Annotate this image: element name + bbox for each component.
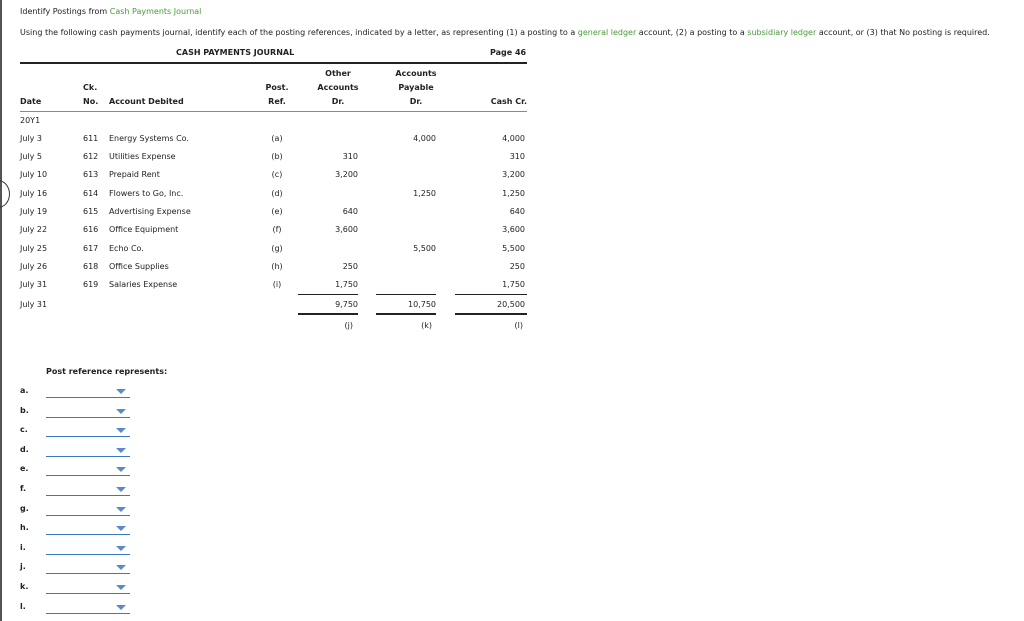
post-ref-cell: (i) xyxy=(272,280,282,289)
header-dr: Dr. xyxy=(331,97,345,106)
answer-label: a. xyxy=(20,386,29,395)
header-ck: Ck. xyxy=(83,83,98,92)
date-cell: July 19 xyxy=(20,207,48,216)
answer-dropdown-e[interactable] xyxy=(46,464,130,476)
chevron-down-icon xyxy=(116,546,126,551)
cash-cr-cell: 640 xyxy=(509,207,525,216)
answer-label: g. xyxy=(20,503,29,513)
total-date: July 31 xyxy=(20,300,48,309)
check-number-cell: 619 xyxy=(83,280,99,289)
answer-dropdown-b[interactable] xyxy=(46,406,130,418)
cash-cr-cell: 250 xyxy=(509,262,525,271)
header-other: Other xyxy=(325,69,351,78)
account-debited-cell: Echo Co. xyxy=(109,244,144,253)
answers-heading: Post reference represents: xyxy=(46,367,168,376)
header-date: Date xyxy=(20,97,42,106)
account-debited-cell: Energy Systems Co. xyxy=(109,134,189,143)
check-number-cell: 613 xyxy=(83,170,99,179)
answer-label: i. xyxy=(20,542,26,552)
answer-label: j. xyxy=(20,562,26,572)
header-dr: Dr. xyxy=(409,97,423,106)
post-ref-l: (l) xyxy=(514,321,523,330)
chevron-down-icon xyxy=(116,467,126,472)
header-post: Post. xyxy=(265,83,289,92)
post-ref-k: (k) xyxy=(421,321,432,330)
answer-dropdown-f[interactable] xyxy=(46,484,130,496)
answer-dropdown-l[interactable] xyxy=(46,602,130,614)
post-ref-cell: (c) xyxy=(271,170,283,179)
accounts-payable-cell: 5,500 xyxy=(413,244,436,253)
date-cell: July 22 xyxy=(20,225,48,234)
answer-label: k. xyxy=(20,582,29,591)
answer-label: c. xyxy=(20,425,28,435)
total-double-line xyxy=(376,313,436,315)
date-cell: July 31 xyxy=(20,280,48,289)
answer-dropdown-c[interactable] xyxy=(46,425,130,437)
post-ref-cell: (h) xyxy=(271,262,283,271)
answer-dropdown-d[interactable] xyxy=(46,445,130,457)
chevron-down-icon xyxy=(116,565,126,570)
account-debited-cell: Office Equipment xyxy=(109,225,179,234)
account-debited-cell: Utilities Expense xyxy=(109,152,176,161)
header-accounts: Accounts xyxy=(317,83,359,92)
chevron-down-icon xyxy=(116,428,126,433)
answer-label: l. xyxy=(20,601,26,611)
date-cell: July 3 xyxy=(20,134,43,143)
answer-label: f. xyxy=(20,484,27,493)
accounts-payable-cell: 4,000 xyxy=(413,134,436,143)
subtotal-line xyxy=(376,294,436,295)
answer-dropdown-j[interactable] xyxy=(46,562,130,574)
check-number-cell: 617 xyxy=(83,244,99,253)
answer-label: d. xyxy=(20,444,29,454)
check-number-cell: 615 xyxy=(83,207,99,216)
date-cell: July 26 xyxy=(20,262,48,271)
header-no: No. xyxy=(83,97,99,106)
total-double-line xyxy=(298,313,358,315)
total-other-accounts: 9,750 xyxy=(335,300,358,309)
date-cell: July 5 xyxy=(20,152,43,161)
chevron-down-icon xyxy=(116,585,126,590)
answer-dropdown-i[interactable] xyxy=(46,543,130,555)
other-accounts-cell: 640 xyxy=(342,207,358,216)
journal-title: CASH PAYMENTS JOURNAL xyxy=(176,48,295,57)
other-accounts-cell: 3,600 xyxy=(335,225,358,234)
header-cash-cr: Cash Cr. xyxy=(490,97,527,106)
chevron-down-icon xyxy=(116,389,126,394)
account-debited-cell: Office Supplies xyxy=(109,262,169,271)
post-ref-cell: (a) xyxy=(271,134,283,143)
chevron-down-icon xyxy=(116,409,126,414)
header-account-debited: Account Debited xyxy=(109,97,184,106)
chevron-down-icon xyxy=(116,526,126,531)
page-title: Identify Postings from Cash Payments Journal xyxy=(20,7,202,16)
other-accounts-cell: 310 xyxy=(342,152,358,161)
subtotal-line xyxy=(298,294,358,295)
date-cell: July 16 xyxy=(20,189,48,198)
answer-dropdown-g[interactable] xyxy=(46,504,130,516)
cash-cr-cell: 3,200 xyxy=(502,170,525,179)
date-cell: July 10 xyxy=(20,170,48,179)
year-label: 20Y1 xyxy=(20,116,41,125)
chevron-down-icon xyxy=(116,507,126,512)
header-payable: Payable xyxy=(398,83,434,92)
account-debited-cell: Prepaid Rent xyxy=(109,170,160,179)
total-double-line xyxy=(455,313,527,315)
answer-dropdown-k[interactable] xyxy=(46,582,130,594)
general-ledger-link[interactable]: general ledger xyxy=(577,28,637,37)
other-accounts-cell: 3,200 xyxy=(335,170,358,179)
divider xyxy=(20,111,527,112)
post-ref-cell: (e) xyxy=(271,207,283,216)
cash-cr-cell: 1,750 xyxy=(502,280,525,289)
chevron-down-icon xyxy=(116,605,126,610)
journal-page: Page 46 xyxy=(490,48,527,57)
answer-label: h. xyxy=(20,523,29,533)
cash-payments-journal-link[interactable]: Cash Payments Journal xyxy=(109,7,202,16)
date-cell: July 25 xyxy=(20,244,48,253)
cash-cr-cell: 3,600 xyxy=(502,225,525,234)
other-accounts-cell: 1,750 xyxy=(335,280,358,289)
post-ref-cell: (g) xyxy=(271,244,283,253)
account-debited-cell: Salaries Expense xyxy=(109,280,178,289)
account-debited-cell: Advertising Expense xyxy=(109,207,191,216)
divider xyxy=(20,62,527,64)
subtotal-line xyxy=(455,294,527,295)
scroll-back-button[interactable] xyxy=(0,180,10,208)
check-number-cell: 614 xyxy=(83,189,99,198)
cash-cr-cell: 310 xyxy=(509,152,525,161)
post-ref-cell: (b) xyxy=(271,152,283,161)
answer-dropdown-a[interactable] xyxy=(46,386,130,398)
check-number-cell: 616 xyxy=(83,225,99,234)
header-accounts: Accounts xyxy=(395,69,437,78)
chevron-down-icon xyxy=(116,487,126,492)
header-ref: Ref. xyxy=(268,97,286,106)
chevron-down-icon xyxy=(116,448,126,453)
total-cash: 20,500 xyxy=(497,300,525,309)
cash-cr-cell: 1,250 xyxy=(502,189,525,198)
accounts-payable-cell: 1,250 xyxy=(413,189,436,198)
answer-label: e. xyxy=(20,464,29,474)
post-ref-cell: (d) xyxy=(271,189,283,198)
post-ref-cell: (f) xyxy=(272,225,282,234)
instructions: Using the following cash payments journal, identify each of the posting references, indicated by a letter, as representing (1) a posting to a general ledger account, (2) a posting to a subsidiary ledger account, or (3) that No posting is required. xyxy=(20,28,990,37)
check-number-cell: 618 xyxy=(83,262,99,271)
subsidiary-ledger-link[interactable]: subsidiary ledger xyxy=(747,28,817,37)
total-accounts-payable: 10,750 xyxy=(408,300,436,309)
answer-label: b. xyxy=(20,405,29,415)
cash-cr-cell: 4,000 xyxy=(502,134,525,143)
post-ref-j: (j) xyxy=(344,321,353,330)
answer-dropdown-h[interactable] xyxy=(46,523,130,535)
check-number-cell: 611 xyxy=(83,134,99,143)
check-number-cell: 612 xyxy=(83,152,99,161)
account-debited-cell: Flowers to Go, Inc. xyxy=(109,189,184,198)
other-accounts-cell: 250 xyxy=(342,262,358,271)
left-border xyxy=(0,0,2,621)
cash-cr-cell: 5,500 xyxy=(502,244,525,253)
